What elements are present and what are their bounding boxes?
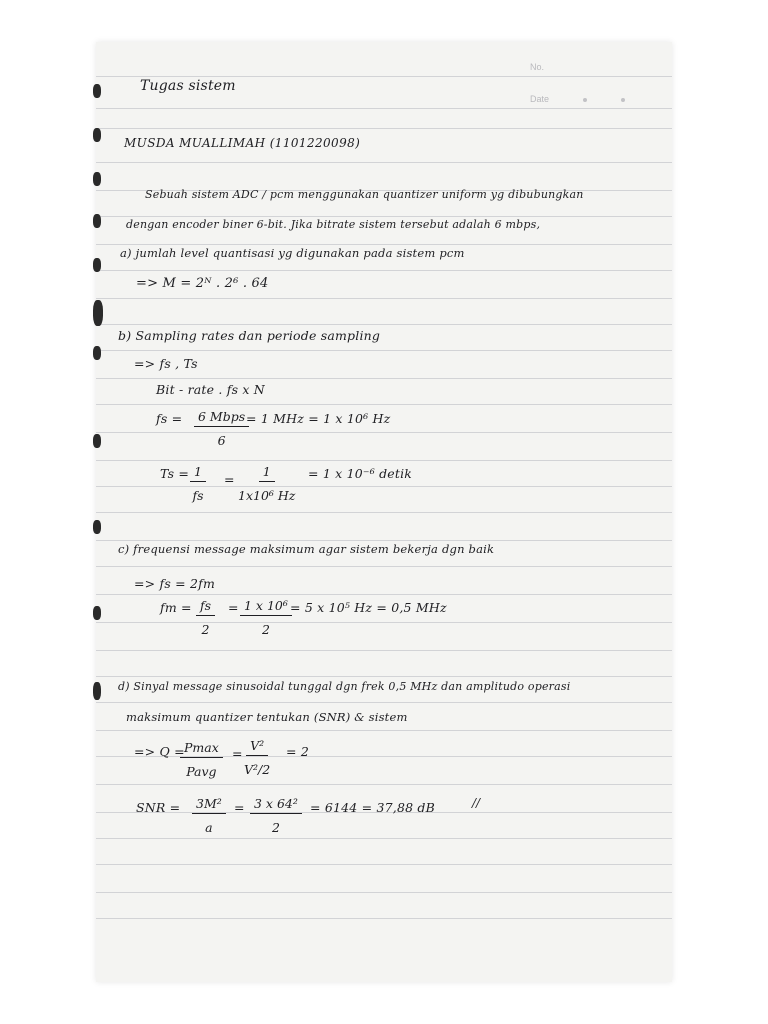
ruled-line <box>96 298 672 299</box>
fm-lhs: fm = <box>160 600 192 615</box>
ruled-line <box>96 566 672 567</box>
binder-hole <box>93 346 101 360</box>
ruled-line <box>96 892 672 893</box>
binder-hole <box>93 300 103 326</box>
q-f2-numerator: V² <box>246 738 268 756</box>
q-fraction-1 <box>180 740 223 779</box>
snr-lhs: SNR = <box>136 800 181 815</box>
fm-rhs: = 5 x 10⁵ Hz = 0,5 MHz <box>290 600 447 615</box>
ruled-line <box>96 784 672 785</box>
ts-f1-numerator: 1 <box>190 464 206 482</box>
part-a-answer: => M = 2ᴺ . 2⁶ . 64 <box>136 276 269 291</box>
ruled-line <box>96 350 672 351</box>
fm-fraction-2 <box>240 598 292 637</box>
part-d-question-1: d) Sinyal message sinusoidal tunggal dgn frek 0,5 MHz dan amplitudo operasi <box>118 680 571 693</box>
ruled-line <box>96 702 672 703</box>
fm-equals: = <box>228 600 239 615</box>
part-a-question: a) jumlah level quantisasi yg digunakan pada sistem pcm <box>120 246 465 260</box>
student-name: MUSDA MUALLIMAH (1101220098) <box>124 136 361 150</box>
ruled-line <box>96 730 672 731</box>
q-rhs: = 2 <box>286 744 309 759</box>
snr-f1-denominator: a <box>205 820 213 835</box>
snr-equals: = <box>234 800 245 815</box>
binder-hole <box>93 214 101 228</box>
notebook-page <box>96 42 672 982</box>
q-lhs: => Q = <box>134 744 185 759</box>
binder-hole <box>93 258 101 272</box>
ruled-line <box>96 404 672 405</box>
binder-hole <box>93 520 101 534</box>
ruled-line <box>96 594 672 595</box>
ruled-line <box>96 162 672 163</box>
ruled-line <box>96 486 672 487</box>
ruled-line <box>96 540 672 541</box>
snr-fraction-1 <box>192 796 226 835</box>
ruled-line <box>96 76 672 77</box>
fs-lhs: fs = <box>156 411 183 426</box>
part-d-question-2: maksimum quantizer tentukan (SNR) & sistem <box>126 710 408 724</box>
ruled-line <box>96 622 672 623</box>
fm-fraction-1 <box>196 598 215 637</box>
snr-f2-numerator: 3 x 64² <box>250 796 302 814</box>
page-date-label: Date <box>530 94 625 104</box>
ruled-line <box>96 432 672 433</box>
ruled-line <box>96 128 672 129</box>
snr-rhs: = 6144 = 37,88 dB <box>310 800 436 815</box>
q-f1-denominator: Pavg <box>186 764 217 779</box>
ts-rhs: = 1 x 10⁻⁶ detik <box>308 466 413 481</box>
ts-fraction-1 <box>190 464 206 503</box>
problem-line-2: dengan encoder biner 6-bit. Jika bitrate sistem tersebut adalah 6 mbps, <box>126 218 541 231</box>
fs-denominator: 6 <box>217 433 226 448</box>
binder-hole <box>93 128 101 142</box>
fm-f2-denominator: 2 <box>261 622 270 637</box>
q-equals: = <box>232 746 243 761</box>
fs-fraction <box>194 409 249 448</box>
ruled-line <box>96 676 672 677</box>
ts-f2-denominator: 1x10⁶ Hz <box>238 488 296 503</box>
ruled-line <box>96 270 672 271</box>
page-no-label: No. <box>530 62 545 72</box>
binder-hole <box>93 84 101 98</box>
part-b-line-1: => fs , Ts <box>134 356 198 371</box>
ruled-line <box>96 216 672 217</box>
ruled-line <box>96 324 672 325</box>
q-f1-numerator: Pmax <box>180 740 223 758</box>
part-b-question: b) Sampling rates dan periode sampling <box>118 328 381 343</box>
q-f2-denominator: V²/2 <box>244 762 271 777</box>
answer-tick-marks: // <box>472 796 481 810</box>
ruled-line <box>96 460 672 461</box>
binder-hole <box>93 682 101 700</box>
part-c-question: c) frequensi message maksimum agar sistem bekerja dgn baik <box>118 542 495 556</box>
ts-f2-numerator: 1 <box>259 464 275 482</box>
binder-hole <box>93 172 101 186</box>
binder-hole <box>93 606 101 620</box>
part-c-line-1: => fs = 2fm <box>134 576 216 591</box>
ruled-line <box>96 838 672 839</box>
q-fraction-2 <box>244 738 270 777</box>
part-b-line-2: Bit - rate . fs x N <box>156 382 265 397</box>
binder-hole <box>93 434 101 448</box>
ruled-line <box>96 864 672 865</box>
problem-line-1: Sebuah sistem ADC / pcm menggunakan quantizer uniform yg dibubungkan <box>145 188 584 201</box>
ruled-line <box>96 378 672 379</box>
ruled-line <box>96 650 672 651</box>
ruled-line <box>96 918 672 919</box>
snr-f2-denominator: 2 <box>271 820 280 835</box>
fm-f1-denominator: 2 <box>201 622 210 637</box>
ts-equals: = <box>224 472 235 487</box>
fs-numerator: 6 Mbps <box>194 409 249 427</box>
ruled-line <box>96 244 672 245</box>
fs-rhs: = 1 MHz = 1 x 10⁶ Hz <box>246 411 391 426</box>
ruled-line <box>96 108 672 109</box>
fm-f2-numerator: 1 x 10⁶ <box>240 598 292 616</box>
snr-f1-numerator: 3M² <box>192 796 226 814</box>
ts-f1-denominator: fs <box>192 488 204 503</box>
ts-lhs: Ts = <box>160 466 190 481</box>
assignment-title: Tugas sistem <box>140 78 236 94</box>
ts-fraction-2 <box>238 464 295 503</box>
ruled-line <box>96 512 672 513</box>
snr-fraction-2 <box>250 796 302 835</box>
fm-f1-numerator: fs <box>196 598 215 616</box>
